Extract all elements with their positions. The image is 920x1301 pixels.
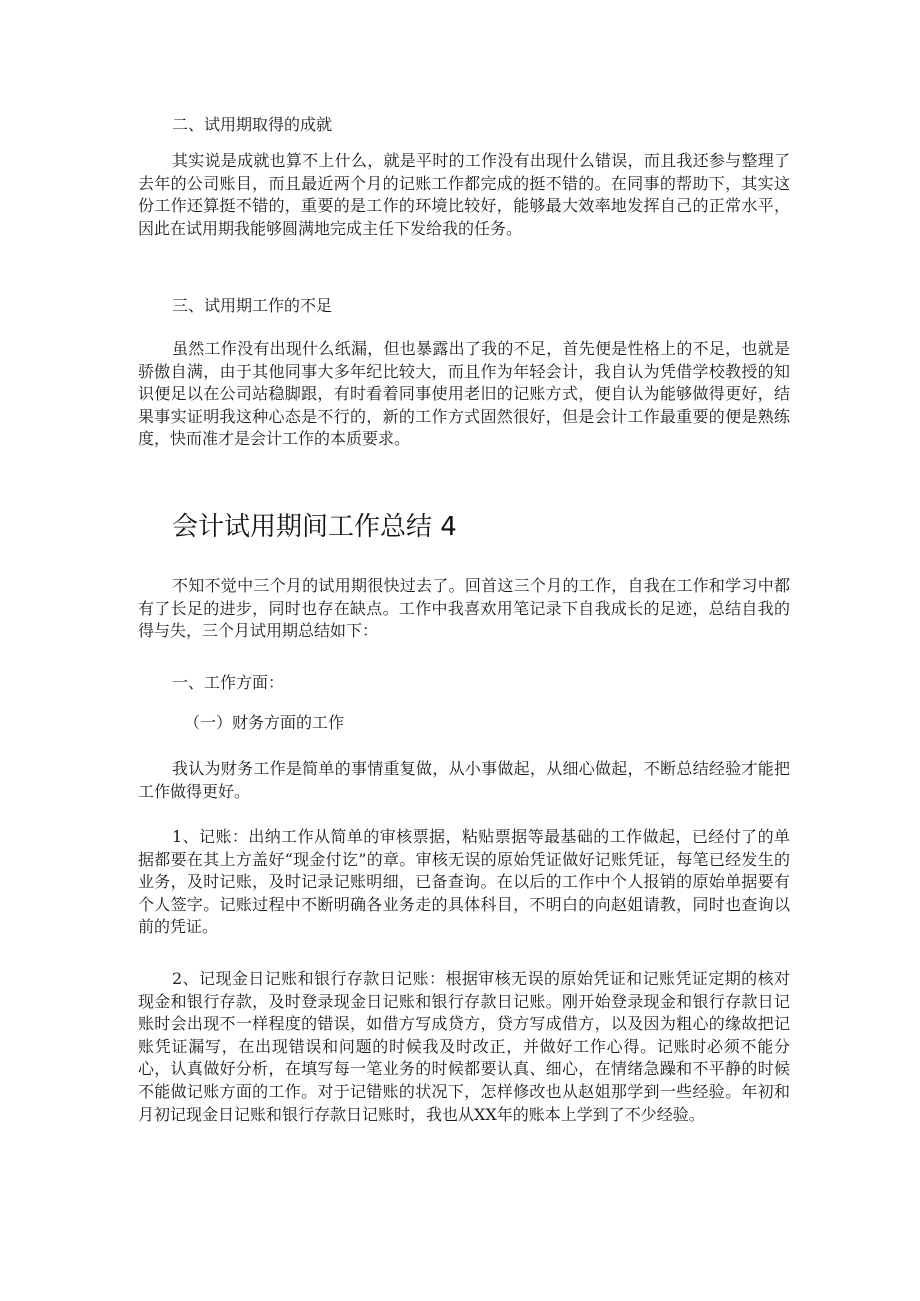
paragraph-achievements: 其实说是成就也算不上什么，就是平时的工作没有出现什么错误，而且我还参与整理了去年的公司账目，而且最近两个月的记账工作都完成的挺不错的。在同事的帮助下，其实这份工作还算挺不错的，重要的是工作的环境比较好，能够最大效率地发挥自己的正常水平，因此在试用期我能够圆满地完成主任下发给我的任务。 [138,151,790,238]
paragraph-intro: 不知不觉中三个月的试用期很快过去了。回首这三个月的工作，自我在工作和学习中都有了长足的进步，同时也存在缺点。工作中我喜欢用笔记录下自我成长的足迹，总结自我的得与失，三个月试用期总结如下： [138,576,790,641]
subheading-finance-work: （一）财务方面的工作 [184,713,345,732]
section-heading-shortcomings: 三、试用期工作的不足 [172,296,333,315]
section-heading-work: 一、工作方面： [172,673,285,692]
section-heading-achievements: 二、试用期取得的成就 [172,115,333,134]
paragraph-cash-journal: 2、记现金日记账和银行存款日记账：根据审核无误的原始凭证和记账凭证定期的核对现金和银行存款，及时登录现金日记账和银行存款日记账。刚开始登录现金和银行存款日记账时会出现不一样程度的错误，如借方写成贷方，贷方写成借方，以及因为粗心的缘故把记账凭证漏写，在出现错误和问题的时候我及时改正，并做好工作心得。记账时必须不能分心，认真做好分析，在填写每一笔业务的时候都要认真、细心，在情绪急躁和不平静的时候不能做记账方面的工作。对于记错账的状况下，怎样修改也从赵姐那学到一些经验。年初和月初记现金日记账和银行存款日记账时，我也从XX年的账本上学到了不少经验。 [138,969,790,1124]
paragraph-finance: 我认为财务工作是简单的事情重复做，从小事做起，从细心做起，不断总结经验才能把工作做得更好。 [138,759,790,801]
paragraph-bookkeeping: 1、记账：出纳工作从简单的审核票据，粘贴票据等最基础的工作做起，已经付了的单据都要在其上方盖好“现金付讫”的章。审核无误的原始凭证做好记账凭证，每笔已经发生的业务，及时记账，及时记录记账明细，已备查询。在以后的工作中个人报销的原始单据要有个人签字。记账过程中不断明确各业务走的具体科目，不明白的向赵姐请教，同时也查询以前的凭证。 [138,827,790,937]
article-title: 会计试用期间工作总结 4 [172,512,457,542]
paragraph-shortcomings: 虽然工作没有出现什么纸漏，但也暴露出了我的不足，首先便是性格上的不足，也就是骄傲自满，由于其他同事大多年纪比较大，而且作为年轻会计，我自认为凭借学校教授的知识便足以在公司站稳脚跟，有时看着同事使用老旧的记账方式，便自认为能够做得更好，结果事实证明我这种心态是不行的，新的工作方式固然很好，但是会计工作最重要的便是熟练度，快而准才是会计工作的本质要求。 [138,339,790,449]
